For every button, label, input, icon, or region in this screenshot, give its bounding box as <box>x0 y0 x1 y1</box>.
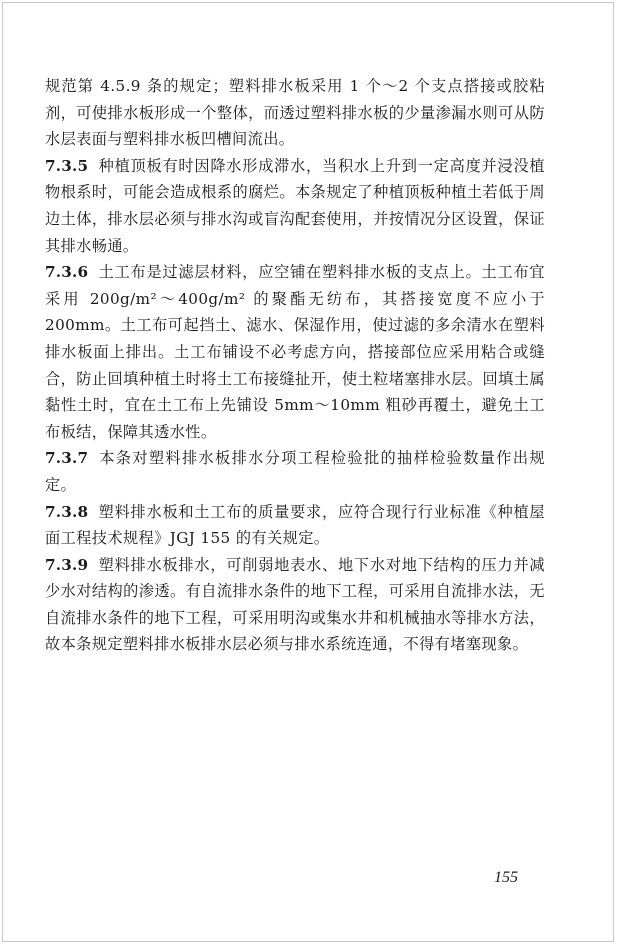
page-number: 155 <box>494 869 518 886</box>
body-text <box>45 73 545 658</box>
section-7-3-9 <box>45 552 545 658</box>
section-7-3-8 <box>45 499 545 552</box>
section-7-3-5 <box>45 153 545 259</box>
section-text: 种植顶板有时因降水形成滞水，当积水上升到一定高度并浸没植物根系时，可能会造成根系的腐烂。本条规定了种植顶板种植土若低于周边土体，排水层必须与排水沟或盲沟配套使用，并按情况分区设置，保证其排水畅通。 <box>45 156 545 255</box>
section-number: 7.3.9 <box>45 555 89 574</box>
section-text: 塑料排水板和土工布的质量要求，应符合现行行业标准《种植屋面工程技术规程》JGJ 155 的有关规定。 <box>45 502 545 548</box>
section-7-3-6 <box>45 259 545 445</box>
section-number: 7.3.7 <box>45 449 89 468</box>
intro-paragraph: 规范第 4.5.9 条的规定；塑料排水板采用 1 个～2 个支点搭接或胶粘剂，可使排水板形成一个整体，而透过塑料排水板的少量渗漏水则可从防水层表面与塑料排水板凹槽间流出。 <box>45 77 545 149</box>
section-number: 7.3.8 <box>45 502 89 521</box>
section-text: 塑料排水板排水，可削弱地表水、地下水对地下结构的压力并减少水对结构的渗透。有自流排水条件的地下工程，可采用自流排水法，无自流排水条件的地下工程，可采用明沟或集水井和机械抽水等排水方法，故本条规定塑料排水板排水层必须与排水系统连通，不得有堵塞现象。 <box>45 555 545 654</box>
section-text: 土工布是过滤层材料，应空铺在塑料排水板的支点上。土工布宜采用 200g/m²～400g/m² 的聚酯无纺布，其搭接宽度不应小于 200mm。土工布可起挡土、滤水、保湿作用，使过滤的多余清水在塑料排水板面上排出。土工布铺设不必考虑方向，搭接部位应采用粘合或缝合，防止回填种植土时将土工布接缝扯开，使土粒堵塞排水层。回填土属黏性土时，宜在土工布上先铺设 5mm～10mm 粗砂再覆土，避免土工布板结，保障其透水性。 <box>45 263 545 441</box>
section-text: 本条对塑料排水板排水分项工程检验批的抽样检验数量作出规定。 <box>45 449 545 494</box>
section-number: 7.3.5 <box>45 156 89 175</box>
section-7-3-7 <box>45 445 545 498</box>
section-number: 7.3.6 <box>45 263 89 282</box>
document-page <box>2 2 614 942</box>
